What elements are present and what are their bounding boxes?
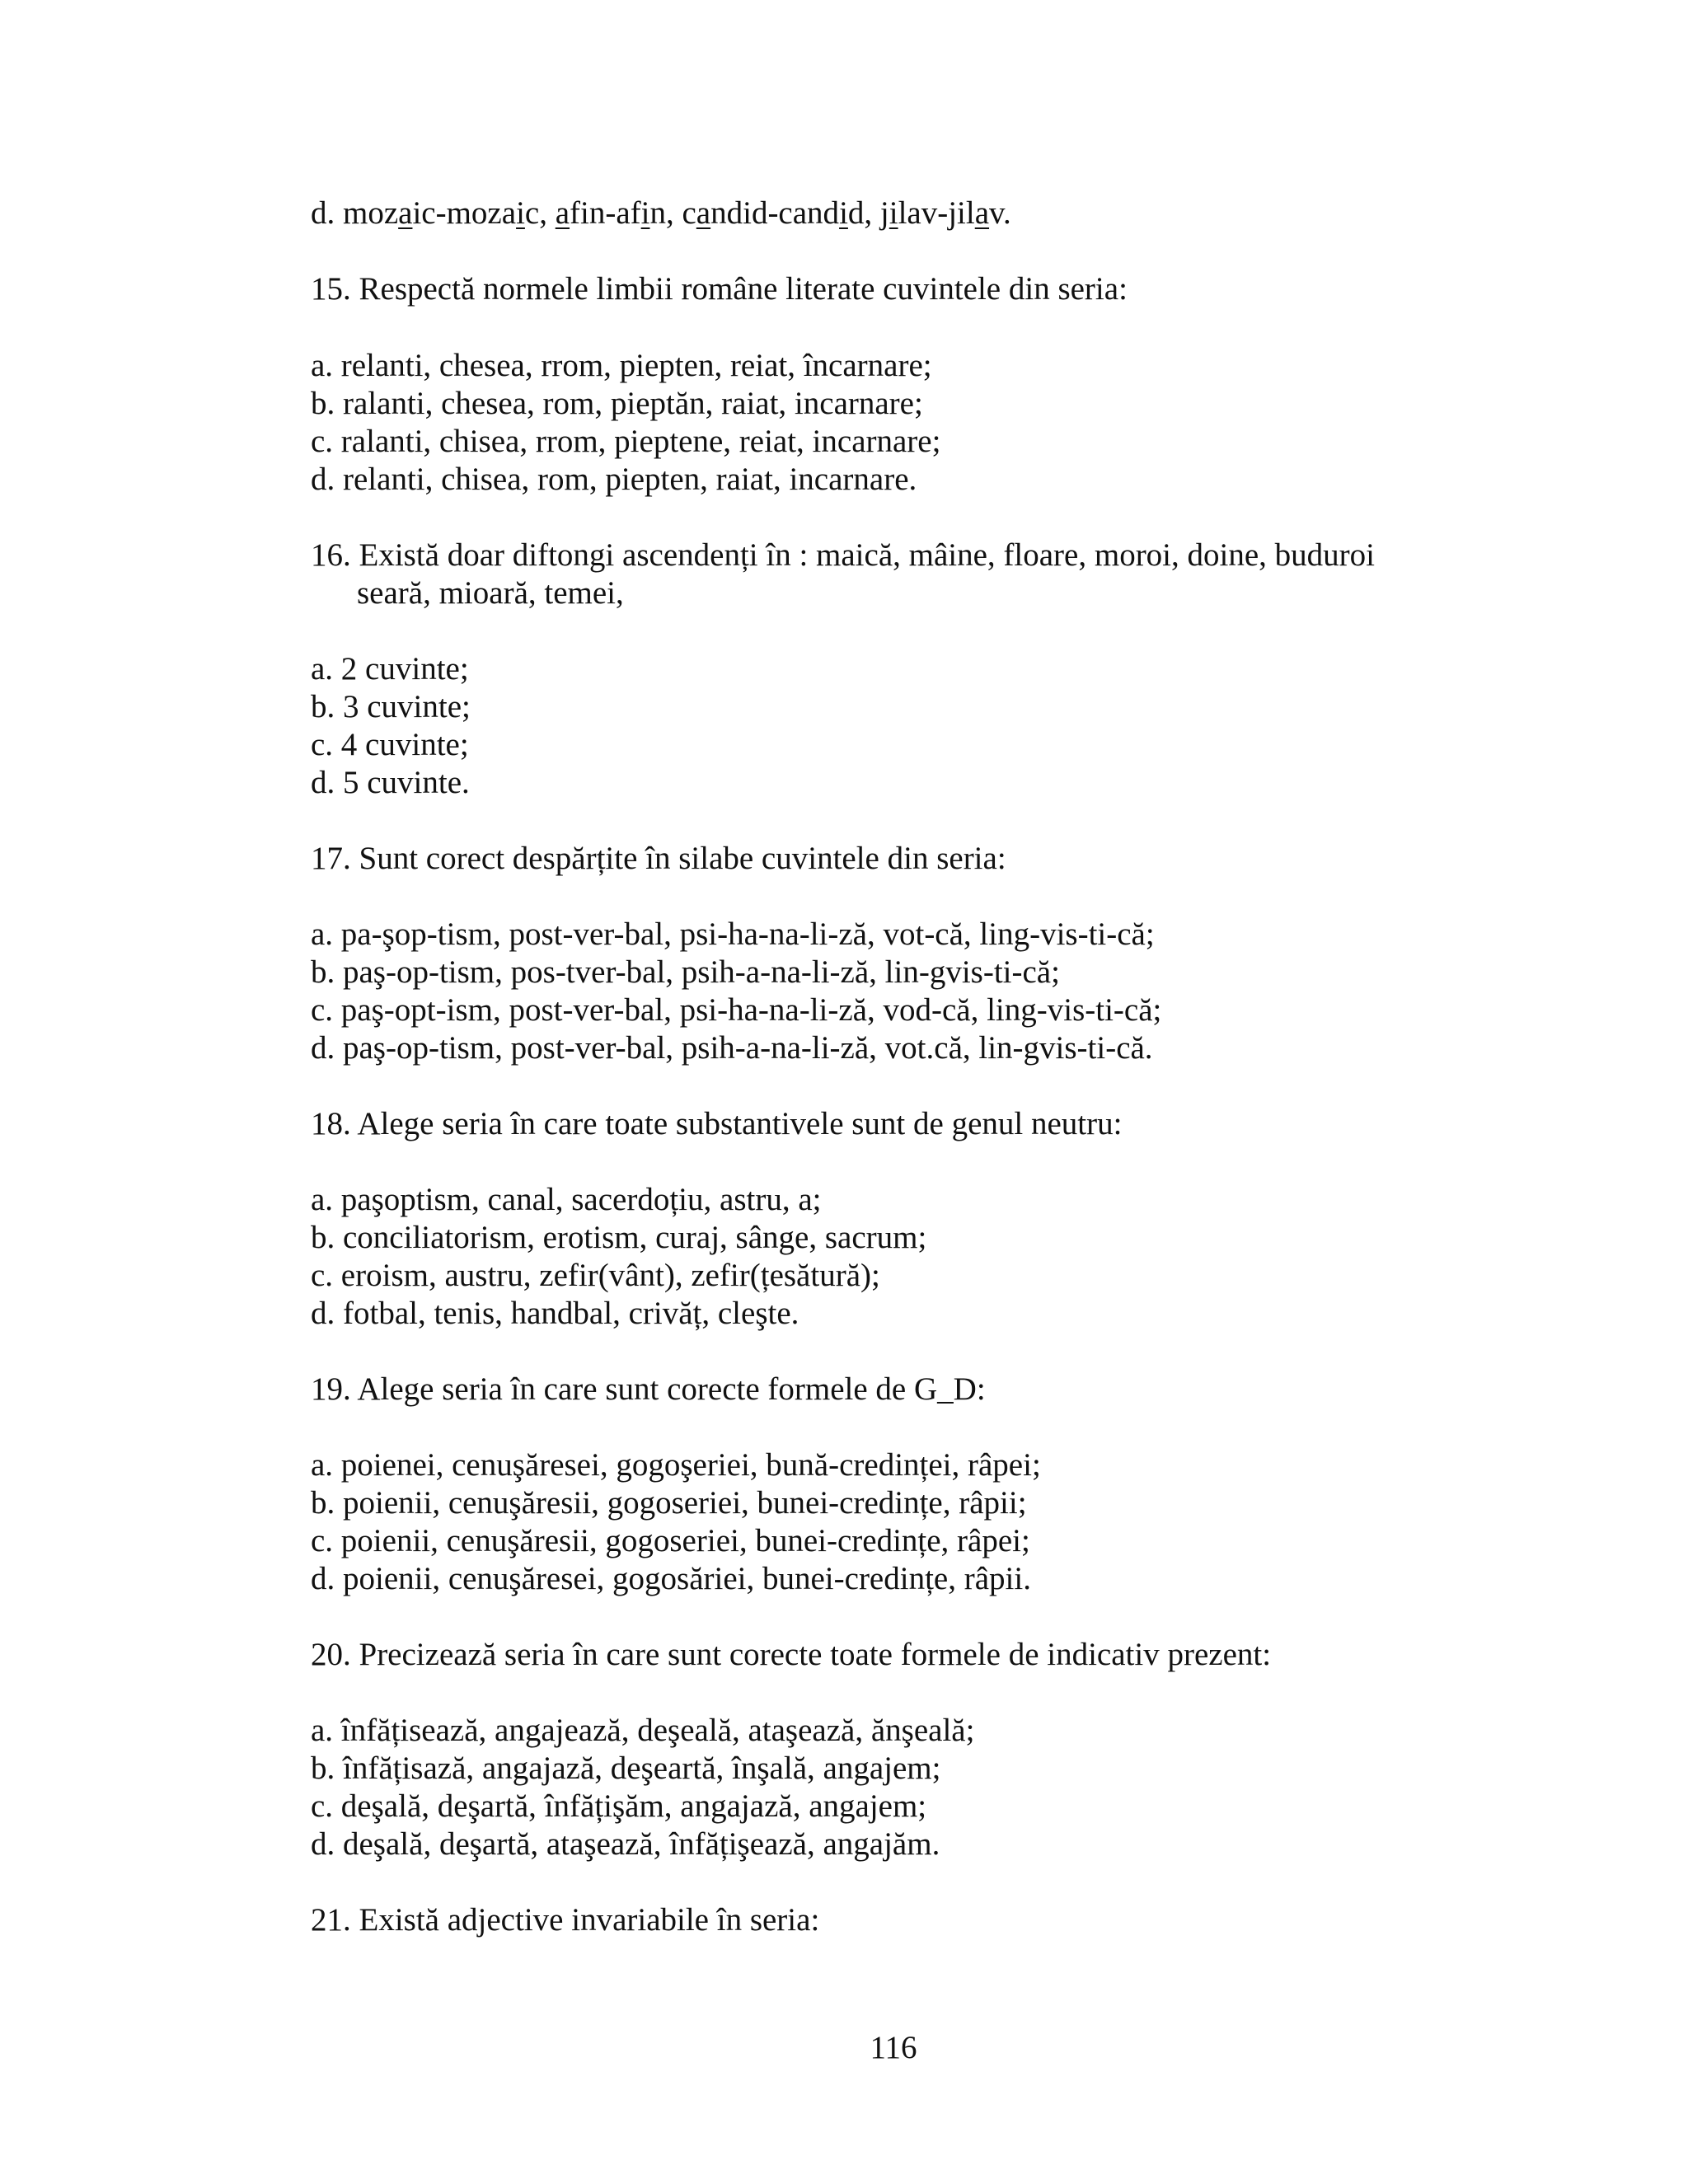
text-segment: ic-moza xyxy=(412,195,517,231)
option-20-d: d. deşală, deşartă, ataşează, înfățişează, angajăm. xyxy=(311,1826,940,1862)
option-19-c: c. poienii, cenuşăresii, gogoseriei, bunei-credințe, râpei; xyxy=(311,1523,1030,1558)
text-segment: n, c xyxy=(649,195,696,231)
option-16-c: c. 4 cuvinte; xyxy=(311,727,469,762)
option-19-a: a. poienei, cenuşăresei, gogoşeriei, bună-credinței, râpei; xyxy=(311,1447,1041,1483)
underlined-letter: i xyxy=(839,195,848,231)
option-18-d: d. fotbal, tenis, handbal, crivăț, cleşte. xyxy=(311,1296,799,1331)
question-16: 16. Există doar diftongi ascendenți în : maică, mâine, floare, moroi, doine, buduroi xyxy=(311,537,1375,573)
option-15-c: c. ralanti, chisea, rrom, pieptene, reiat, incarnare; xyxy=(311,424,941,459)
text-segment: fin-af xyxy=(570,195,641,231)
option-16-b: b. 3 cuvinte; xyxy=(311,689,471,724)
underlined-letter: a xyxy=(398,195,413,231)
page-number: 116 xyxy=(870,2030,917,2065)
underlined-letter: a xyxy=(555,195,570,231)
option-14-d: d. mozaic-mozaic, afin-afin, candid-candid, jilav-jilav. xyxy=(311,195,1011,231)
option-18-b: b. conciliatorism, erotism, curaj, sânge, sacrum; xyxy=(311,1220,927,1255)
option-17-d: d. paş-op-tism, post-ver-bal, psih-a-na-li-ză, vot.că, lin-gvis-ti-că. xyxy=(311,1030,1153,1066)
option-19-d: d. poienii, cenuşăresei, gogosăriei, bunei-credințe, râpii. xyxy=(311,1561,1031,1596)
option-20-c: c. deşală, deşartă, înfățişăm, angajază, angajem; xyxy=(311,1788,927,1824)
question-18: 18. Alege seria în care toate substantivele sunt de genul neutru: xyxy=(311,1106,1123,1141)
option-16-a: a. 2 cuvinte; xyxy=(311,651,469,687)
underlined-letter: i xyxy=(889,195,898,231)
question-19: 19. Alege seria în care sunt corecte formele de G_D: xyxy=(311,1371,986,1407)
underlined-letter: a xyxy=(974,195,990,231)
question-20: 20. Precizează seria în care sunt corecte toate formele de indicativ prezent: xyxy=(311,1637,1272,1672)
option-14-d-text xyxy=(398,195,1011,231)
option-15-a: a. relanti, chesea, rrom, piepten, reiat, încarnare; xyxy=(311,348,932,383)
option-18-a: a. paşoptism, canal, sacerdoțiu, astru, a; xyxy=(311,1182,822,1217)
underlined-letter: i xyxy=(640,195,650,231)
question-21: 21. Există adjective invariabile în seria: xyxy=(311,1902,820,1938)
text-segment: v. xyxy=(989,195,1011,231)
option-18-c: c. eroism, austru, zefir(vânt), zefir(țesătură); xyxy=(311,1258,880,1293)
option-20-b: b. înfățisază, angajază, deşeartă, înşală, angajem; xyxy=(311,1750,941,1786)
option-17-a: a. pa-şop-tism, post-ver-bal, psi-ha-na-li-ză, vot-că, ling-vis-ti-că; xyxy=(311,916,1155,952)
question-17: 17. Sunt corect despărțite în silabe cuvintele din seria: xyxy=(311,841,1006,876)
question-16-continuation: seară, mioară, temei, xyxy=(357,575,624,611)
option-20-a: a. înfățisează, angajează, deşeală, ataşează, ănşeală; xyxy=(311,1713,975,1748)
text-segment: d, j xyxy=(847,195,889,231)
underlined-letter: a xyxy=(696,195,711,231)
text-segment: ndid-cand xyxy=(710,195,840,231)
question-15: 15. Respectă normele limbii române literate cuvintele din seria: xyxy=(311,271,1128,307)
option-19-b: b. poienii, cenuşăresii, gogoseriei, bunei-credințe, râpii; xyxy=(311,1485,1027,1521)
option-15-d: d. relanti, chisea, rom, piepten, raiat, incarnare. xyxy=(311,462,917,497)
option-17-c: c. paş-opt-ism, post-ver-bal, psi-ha-na-li-ză, vod-că, ling-vis-ti-că; xyxy=(311,992,1162,1028)
text-segment: lav-jil xyxy=(898,195,975,231)
text-segment: c, xyxy=(524,195,556,231)
option-15-b: b. ralanti, chesea, rom, pieptăn, raiat, incarnare; xyxy=(311,386,923,421)
underlined-letter: i xyxy=(516,195,525,231)
option-17-b: b. paş-op-tism, pos-tver-bal, psih-a-na-li-ză, lin-gvis-ti-că; xyxy=(311,954,1060,990)
option-16-d: d. 5 cuvinte. xyxy=(311,765,470,800)
